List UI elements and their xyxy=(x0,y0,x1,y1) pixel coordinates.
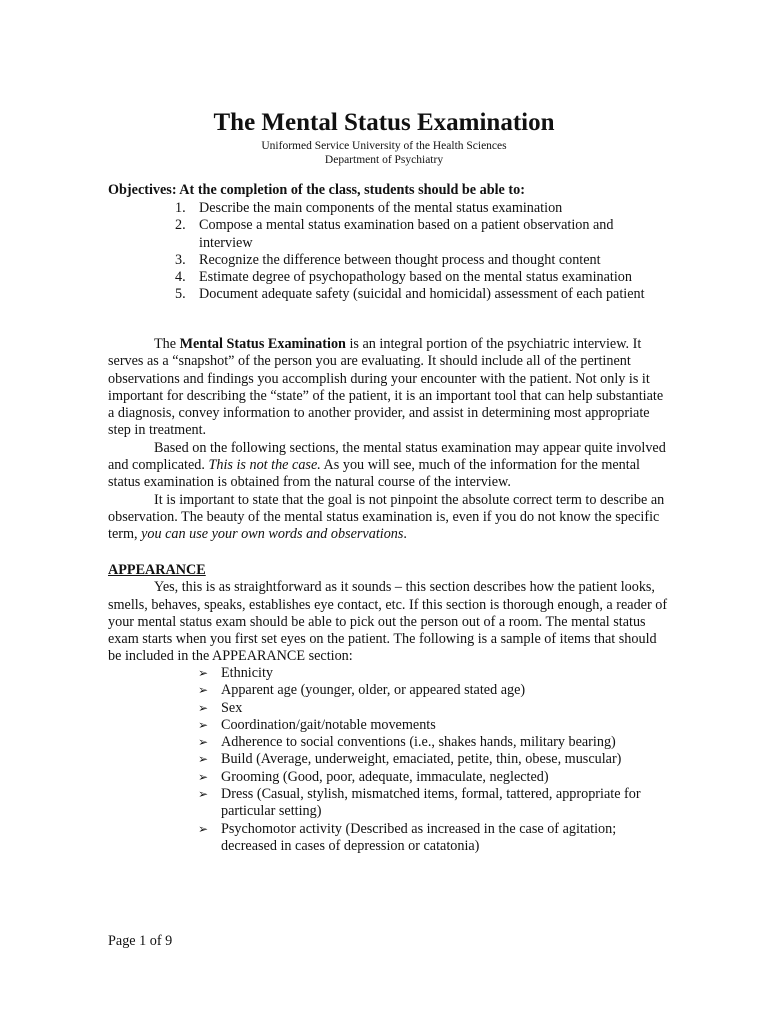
intro-section xyxy=(108,336,668,544)
arrow-bullet-icon: ➢ xyxy=(198,769,209,784)
list-item: ➢ Build (Average, underweight, emaciated, petite, thin, obese, muscular) xyxy=(198,751,622,768)
intro-paragraph-1: The Mental Status Examination is an integral portion of the psychiatric interview. It serves as a “snapshot” of the person you are evaluating. It should include all of the pertinent observations and findings you accomplish during your encounter with the patient. Not only is it important for describing the “state” of the patient, it is an important tool that can help substantiate a diagnosis, convey information to another provider, and assist in determining most appropriate step in treatment. xyxy=(108,336,664,439)
appearance-section xyxy=(108,562,668,666)
institution-name: Uniformed Service University of the Health Sciences xyxy=(261,140,507,152)
list-item: ➢ Apparent age (younger, older, or appeared stated age) xyxy=(198,682,526,699)
objectives-list xyxy=(175,200,655,304)
arrow-bullet-icon: ➢ xyxy=(198,735,209,750)
arrow-bullet-icon: ➢ xyxy=(198,717,209,732)
intro-paragraph-3: It is important to state that the goal is not pinpoint the absolute correct term to describe an observation. The beauty of the mental status examination is, even if you do not know the specific term, you can use your own words and observations. xyxy=(108,491,665,543)
list-item: ➢ Adherence to social conventions (i.e., shakes hands, military bearing) xyxy=(198,734,616,751)
list-item: ➢ Ethnicity xyxy=(198,665,274,681)
appearance-items-list xyxy=(196,665,666,855)
arrow-bullet-icon: ➢ xyxy=(198,821,209,836)
list-item: ➢ Psychomotor activity (Described as increased in the case of agitation; decreased in cases of depression or catatonia) xyxy=(198,820,617,854)
appearance-heading: APPEARANCE xyxy=(108,562,206,578)
list-item: ➢ Sex xyxy=(198,699,243,716)
document-title: The Mental Status Examination xyxy=(213,109,555,136)
objective-item: 4. Estimate degree of psychopathology based on the mental status examination xyxy=(175,269,632,286)
arrow-bullet-icon: ➢ xyxy=(198,752,209,767)
arrow-bullet-icon: ➢ xyxy=(198,700,209,715)
objective-item: 1. Describe the main components of the mental status examination xyxy=(175,200,563,216)
objective-item: 2. Compose a mental status examination based on a patient observation and interview xyxy=(175,217,614,251)
arrow-bullet-icon: ➢ xyxy=(198,666,209,680)
page-number: Page 1 of 9 xyxy=(108,933,173,949)
department-name: Department of Psychiatry xyxy=(324,154,444,166)
list-item: ➢ Grooming (Good, poor, adequate, immaculate, neglected) xyxy=(198,768,549,785)
arrow-bullet-icon: ➢ xyxy=(198,683,209,698)
objective-item: 5. Document adequate safety (suicidal and homicidal) assessment of each patient xyxy=(175,286,645,303)
list-item: ➢ Coordination/gait/notable movements xyxy=(198,716,436,733)
arrow-bullet-icon: ➢ xyxy=(198,787,209,802)
objective-item: 3. Recognize the difference between thought process and thought content xyxy=(175,251,601,268)
list-item: ➢ Dress (Casual, stylish, mismatched items, formal, tattered, appropriate for particular setting) xyxy=(198,786,641,820)
objectives-heading: Objectives: At the completion of the class, students should be able to: xyxy=(108,182,525,198)
intro-paragraph-2: Based on the following sections, the mental status examination may appear quite involved and complicated. This is not the case. As you will see, much of the information for the mental status examination is obtained from the natural course of the interview. xyxy=(108,439,666,491)
appearance-paragraph: Yes, this is as straightforward as it sounds – this section describes how the patient looks, smells, behaves, speaks, establishes eye contact, etc. If this section is thorough enough, a reader of your mental status exam should be able to pick out the person out of a room. The mental status exam starts when you first set eyes on the patient. The following is a sample of items that should be included in the APPEARANCE section: xyxy=(108,579,668,665)
